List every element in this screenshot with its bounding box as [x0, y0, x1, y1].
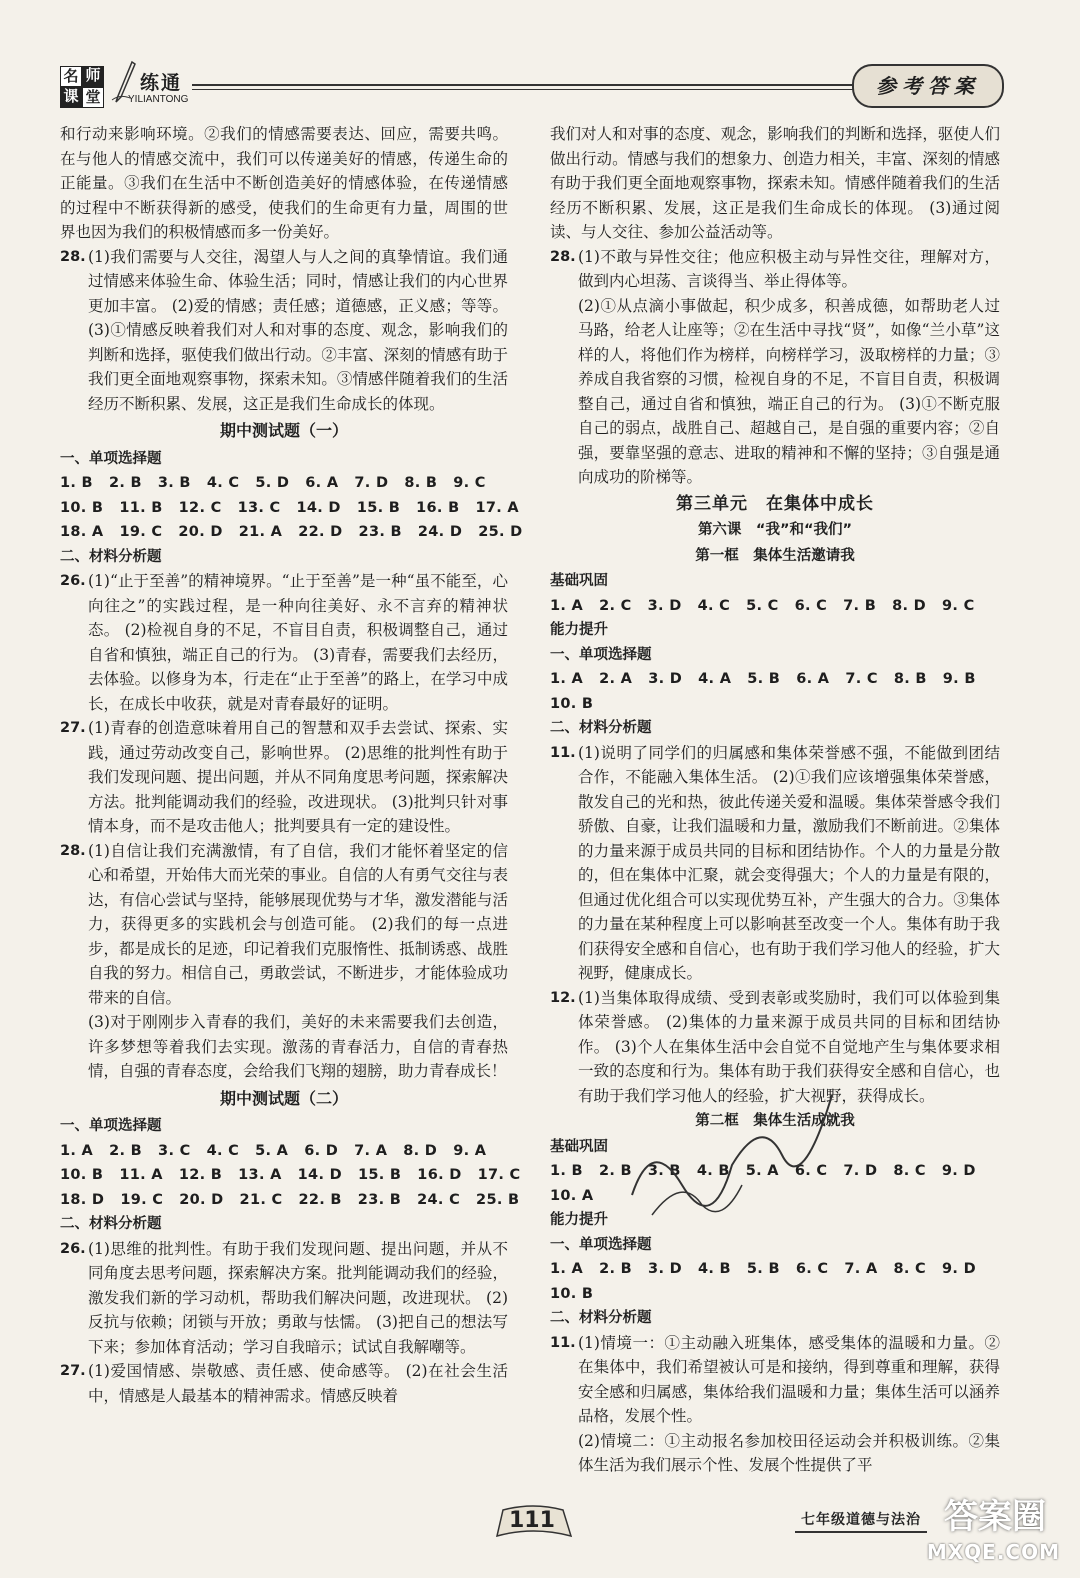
answer-row: 1. A 2. A 3. D 4. A 5. B 6. A 7. C 8. B 9. B [550, 671, 976, 687]
unit-title: 第三单元 在集体中成长 [676, 493, 874, 514]
lesson-title: 第六课 “我”和“我们” [697, 522, 853, 538]
section-title-midterm-1: 期中测试题（一） [219, 421, 348, 440]
right-column [550, 122, 1000, 1478]
question-11: 11. (1)说明了同学们的归属感和集体荣誉感不强，不能做到团结合作，不能融入集体生活。 (2)①我们应该增强集体荣誉感，散发自己的光和热，彼此传递关爱和温暖。集体荣誉感令我们骄傲、自豪，让我们温暖和力量，激励我们不断前进。②集体的力量来源于成员共同的目标和团结协作。个人的力量是分散的，但在集体中汇聚，就会变得强大；个人的力量是有限的，但通过优化组合可以实现优势互补，产生强大的合力。③集体的力量在某种程度上可以影响甚至改变一个人。集体有助于我们获得安全感和自信心，也有助于我们学习他人的经验，扩大视野，健康成长。 [550, 743, 1000, 982]
subsection-basic: 基础巩固 [550, 573, 608, 589]
left-column [60, 122, 523, 1408]
grade-subject-label: 七年级道德与法治 [795, 1507, 927, 1533]
publisher-logo: 名 师 课 堂 [60, 66, 104, 104]
answer-row: 10. B 11. A 12. B 13. A 14. D 15. B 16. D 17. C [60, 1167, 521, 1183]
question-27-b: 27. (1)爱国情感、崇敬感、责任感、使命感等。 (2)在社会生活中，情感是人最基本的精神需求。情感反映着 [60, 1362, 508, 1405]
answer-row: 1. A 2. C 3. D 4. C 5. C 6. C 7. B 8. D 9. C [550, 597, 975, 614]
frame-title: 第一框 集体生活邀请我 [695, 547, 855, 564]
page-header [52, 58, 1004, 106]
page-number-badge [493, 1502, 575, 1542]
answer-row: 18. A 19. C 20. D 21. A 22. D 23. B 24. D 25. D [60, 524, 523, 540]
answer-row: 10. B [550, 695, 594, 712]
answer-row: 10. A [550, 1187, 594, 1204]
watermark-cn: 答案圈 [944, 1497, 1046, 1537]
subsection-single-choice: 一、单项选择题 [550, 1236, 652, 1253]
brand-name-en: YILIANTONG [128, 94, 189, 105]
header-rule-thin [192, 89, 902, 90]
subsection-material-analysis: 二、材料分析题 [60, 1216, 162, 1232]
subsection-material-analysis: 二、材料分析题 [60, 548, 162, 565]
page-number: 111 [509, 1508, 555, 1533]
question-12: 12. (1)当集体取得成绩、受到表彰或奖励时，我们可以体验到集体荣誉感。 (2)集体的力量来源于成员共同的目标和团结协作。 (3)个人在集体生活中会自觉不自觉地产生与集体要求相一致的态度和行为。集体有助于我们获得安全感和自信心，也有助于我们学习他人的经验，扩大视野，获得成长。 [550, 988, 1000, 1105]
subsection-single-choice: 一、单项选择题 [60, 1118, 162, 1134]
subsection-material-analysis: 二、材料分析题 [550, 1310, 652, 1326]
answer-row: 10. B [550, 1285, 594, 1302]
answer-row: 1. B 2. B 3. B 4. B 5. A 6. C 7. D 8. C 9. D [550, 1163, 976, 1179]
section-title-midterm-2: 期中测试题（二） [219, 1088, 348, 1108]
question-26: 26. (1)“止于至善”的精神境界。“止于至善”是一种“虽不能至，心向往之”的实践过程，是一种向往美好、永不言弃的精神状态。 (2)检视自身的不足，不盲目自责，积极调整自己，通过自省和慎独，端正自己的行为。 (3)青春，需要我们去经历，去体验。以修身为本，行走在“止于至善”的路上，在学习中成长，在成长中收获，就是对青春最好的证明。 [60, 572, 508, 713]
continuation-paragraph: 和行动来影响环境。②我们的情感需要表达、回应，需要共鸣。在与他人的情感交流中，我们可以传递美好的情感，传递生命的正能量。③我们在生活中不断创造美好的情感体验，在传递情感的过程中不断获得新的感受，使我们的生命更有力量，周围的世界也因为我们的积极情感而多一份美好。 [60, 125, 508, 241]
question-28: 28. (1)我们需要与人交往，渴望人与人之间的真挚情谊。我们通过情感来体验生命、体验生活；同时，情感让我们的内心世界更加丰富。 (2)爱的情感；责任感；道德感，正义感；等等。 (3)①情感反映着我们对人和对事的态度、观念，影响我们的判断和选择，驱使我们做出行动。②丰富、深刻的情感有助于我们更全面地观察事物，探索未知。③情感伴随着我们的生活经历不断积累、发展，这正是我们生命成长的体现。 [60, 247, 508, 413]
frame-title: 第二框 集体生活成就我 [695, 1113, 855, 1129]
answer-row: 18. D 19. C 20. D 21. C 22. B 23. B 24. C 25. B [60, 1191, 520, 1208]
question-27: 27. (1)青春的创造意味着用自己的智慧和双手去尝试、探索、实践，通过劳动改变自己，影响世界。 (2)思维的批判性有助于我们发现问题、提出问题，并从不同角度思考问题，探索解决方法。批判能调动我们的经验，改进现状。 (3)批判只针对事情本身，而不是攻击他人；批判要具有一定的建设性。 [60, 719, 508, 835]
brand-name: 练通 [140, 72, 183, 94]
answer-key-badge: 参考答案 [852, 64, 1004, 108]
question-28: 28. (1)不敢与异性交往；他应积极主动与异性交往，理解对方，做到内心坦荡、言谈得当、举止得体等。 (2)①从点滴小事做起，积少成多，积善成德，如帮助老人过马路，给老人让座等；②在生活中寻找“贤”，如像“兰小草”这样的人，将他们作为榜样，向榜样学习，汲取榜样的力量；③养成自我省察的习惯，检视自身的不足，不盲目自责，积极调整自己，通过自省和慎独，端正自己的行为。 (3)①不断克服自己的弱点，战胜自己、超越自己，是自强的重要内容；②自强，要靠坚强的意志、进取的精神和不懈的坚持；③自强是通向成功的阶梯等。 [550, 247, 1000, 486]
question-26-b: 26. (1)思维的批判性。有助于我们发现问题、提出问题，并从不同角度去思考问题，探索解决方案。批判能调动我们的经验，激发我们新的学习动机，帮助我们解决问题，改进现状。 (2)反抗与依赖；闭锁与开放；勇敢与怯懦。 (3)把自己的想法写下来；参加体育活动；学习自我暗示；试试自我解嘲等。 [60, 1239, 508, 1356]
answer-row: 1. A 2. B 3. D 4. B 5. B 6. C 7. A 8. C 9. D [550, 1261, 976, 1277]
question-11-b: 11. (1)情境一：①主动融入班集体，感受集体的温暖和力量。②在集体中，我们希望被认可是和接纳，得到尊重和理解，获得安全感和归属感，集体给我们温暖和力量；集体生活可以涵养品格，发展个性。 (2)情境二：①主动报名参加校田径运动会并积极训练。②集体生活为我们展示个性、发展个性提供了平 [550, 1333, 1000, 1474]
watermark-url: MXQE.COM [926, 1540, 1060, 1564]
subsection-material-analysis: 二、材料分析题 [550, 720, 652, 736]
question-28-b: 28. (1)自信让我们充满激情，有了自信，我们才能怀着坚定的信心和希望，开始伟大而光荣的事业。自信的人有勇气交往与表达，有信心尝试与坚持，能够展现优势与才华，激发潜能与活力，获得更多的实践机会与创造可能。 (2)我们的每一点进步，都是成长的足迹，印记着我们克服惰性、抵制诱惑、战胜自我的努力。相信自己，勇敢尝试，不断进步，才能体验成功带来的自信。 (3)对于刚刚步入青春的我们，美好的未来需要我们去创造，许多梦想等着我们去实现。激荡的青春活力，自信的青春热情，自强的青春态度，会给我们飞翔的翅膀，助力青春成长！ [60, 841, 508, 1080]
handwritten-scribble [612, 1075, 852, 1235]
subsection-ability: 能力提升 [550, 622, 608, 638]
answer-row: 1. B 2. B 3. B 4. C 5. D 6. A 7. D 8. B 9. C [60, 475, 486, 491]
subsection-ability: 能力提升 [550, 1212, 608, 1228]
site-watermark [882, 1490, 1072, 1570]
subsection-single-choice: 一、单项选择题 [550, 646, 652, 663]
header-rule [192, 84, 902, 86]
subsection-single-choice: 一、单项选择题 [60, 450, 162, 467]
subsection-basic: 基础巩固 [550, 1138, 608, 1155]
continuation-paragraph: 我们对人和对事的态度、观念，影响我们的判断和选择，驱使人们做出行动。情感与我们的想象力、创造力相关，丰富、深刻的情感有助于我们更全面地观察事物，探索未知。情感伴随着我们的生活经历不断积累、发展，这正是我们生命成长的体现。 (3)通过阅读、与人交往、参加公益活动等。 [550, 125, 1000, 241]
answer-row: 10. B 11. B 12. C 13. C 14. D 15. B 16. B 17. A [60, 499, 519, 516]
answer-row: 1. A 2. B 3. C 4. C 5. A 6. D 7. A 8. D 9. A [60, 1142, 487, 1159]
